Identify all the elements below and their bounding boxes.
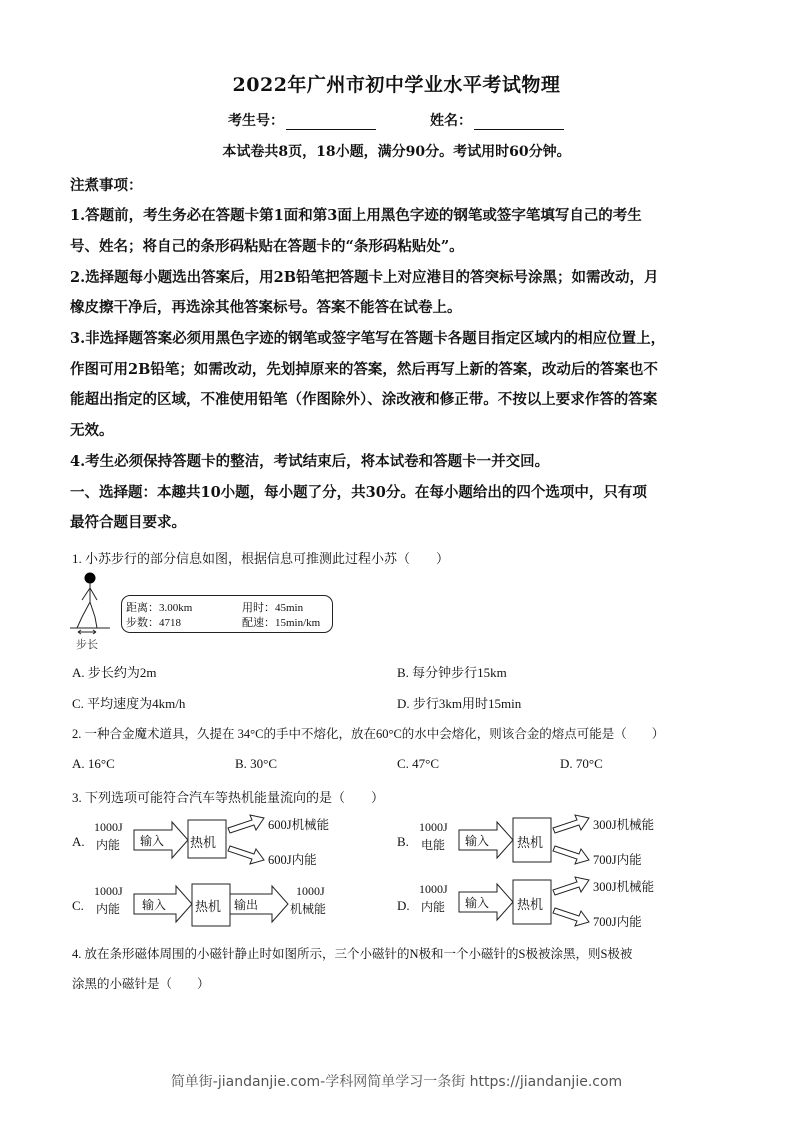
notice-line: 橡皮擦干净后，再选涂其他答案标号。答案不能答在试卷上。 (70, 299, 462, 316)
student-id-label: 考生号： (228, 113, 284, 129)
question-3-option-b[interactable] (397, 812, 697, 872)
input-amount: 1000J (94, 884, 123, 898)
output-1: 300J机械能 (593, 880, 655, 894)
walking-info-box (121, 595, 333, 633)
pace-value: 配速：15min/km (242, 617, 321, 629)
input-label: 输入 (465, 896, 490, 910)
notice-line: 3.非选择题答案必须用黑色字迹的钢笔或签字笔写在答题卡各题目指定区域内的相应位置上， (70, 330, 666, 347)
notice-line: 能超出指定的区域，不准使用铅笔（作图除外）、涂改液和修正带。不按以上要求作答的答案 (70, 391, 658, 408)
student-id-field (228, 110, 376, 130)
notice-line: 号、姓名；将自己的条形码粘贴在答题卡的“条形码粘贴处”。 (70, 238, 464, 255)
question-2-option-d[interactable]: D. 70°C (560, 756, 603, 771)
name-label: 姓名： (430, 113, 472, 129)
input-label: 输入 (465, 834, 490, 848)
question-2-option-b[interactable]: B. 30°C (235, 756, 278, 771)
section-heading: 一、选择题：本趣共10小题，每小题了分，共30分。在每小题给出的四个选项中，只有项 (70, 484, 647, 501)
footer-watermark: 简单街-jiandanjie.com-学科网简单学习一条街 https://jiandanjie.com (170, 1074, 623, 1090)
output-energy-type: 机械能 (290, 902, 327, 916)
option-letter: B. (397, 834, 409, 849)
output-1: 300J机械能 (593, 818, 655, 832)
heat-engine-label: 热机 (517, 835, 544, 850)
question-2-stem: 2. 一种合金魔术道具，久提在 34°C的手中不熔化，放在60°C的水中会熔化，则该合金的熔点可能是（ ） (72, 727, 665, 741)
time-value: 用时：45min (242, 602, 304, 614)
notice-line: 作图可用2B铅笔；如需改动，先划掉原来的答案，然后再写上新的答案，改动后的答案也不 (70, 361, 658, 378)
question-1-option-a[interactable]: A. 步长约为2m (72, 665, 157, 680)
exam-summary: 本试卷共8页，18小题，满分90分。考试用时60分钟。 (222, 144, 571, 160)
output-label: 输出 (234, 898, 259, 912)
output-amount: 1000J (296, 884, 325, 898)
input-amount: 1000J (419, 820, 448, 834)
question-1-option-b[interactable]: B. 每分钟步行15km (397, 665, 507, 680)
question-2-option-a[interactable]: A. 16°C (72, 756, 115, 771)
heat-engine-label: 热机 (517, 897, 544, 912)
heat-engine-label: 热机 (195, 899, 222, 914)
question-1-option-c[interactable]: C. 平均速度为4km/h (72, 696, 186, 711)
output-2: 700J内能 (593, 915, 642, 929)
question-1-option-d[interactable]: D. 步行3km用时15min (397, 696, 522, 711)
question-2-option-c[interactable]: C. 47°C (397, 756, 440, 771)
notice-line: 4.考生必须保持答题卡的整洁，考试结束后，将本试卷和答题卡一并交回。 (70, 453, 550, 470)
input-amount: 1000J (419, 882, 448, 896)
input-energy-type: 内能 (96, 902, 121, 916)
name-blank (474, 115, 564, 130)
notice-heading: 注煮事项： (70, 177, 143, 194)
input-energy-type: 电能 (421, 838, 446, 852)
question-3-option-c[interactable] (72, 878, 372, 934)
output-2: 700J内能 (593, 853, 642, 867)
page-title: 2022年广州市初中学业水平考试物理 (232, 74, 561, 96)
student-id-blank (286, 115, 376, 130)
question-3-option-d[interactable] (397, 874, 697, 934)
option-letter: A. (72, 834, 85, 849)
steps-value: 步数：4718 (126, 617, 181, 629)
input-label: 输入 (142, 898, 167, 912)
question-4-stem: 涂黑的小磁针是（ ） (72, 977, 210, 991)
output-2: 600J内能 (268, 853, 317, 867)
section-heading: 最符合题目要求。 (70, 514, 186, 531)
input-energy-type: 内能 (421, 900, 446, 914)
heat-engine-label: 热机 (190, 835, 217, 850)
name-field (430, 110, 564, 130)
step-length-label: 步长 (76, 638, 98, 651)
question-4-stem: 4. 放在条形磁体周围的小磁针静止时如图所示，三个小磁针的N极和一个小磁针的S极被涂黑，则S极被 (72, 947, 633, 961)
output-1: 600J机械能 (268, 818, 330, 832)
distance-value: 距离：3.00km (126, 602, 193, 614)
question-3-stem: 3. 下列选项可能符合汽车等热机能量流向的是（ ） (72, 790, 385, 805)
question-1-stem: 1. 小苏步行的部分信息如图，根据信息可推测此过程小苏（ ） (72, 551, 450, 566)
option-letter: C. (72, 898, 84, 913)
question-3-option-a[interactable] (72, 812, 372, 872)
notice-line: 1.答题前，考生务必在答题卡第1面和第3面上用黑色字迹的钢笔或签字笔填写自己的考生 (70, 207, 642, 224)
input-label: 输入 (140, 834, 165, 848)
option-letter: D. (397, 898, 410, 913)
notice-line: 无效。 (70, 422, 114, 439)
input-energy-type: 内能 (96, 838, 121, 852)
input-amount: 1000J (94, 820, 123, 834)
notice-line: 2.选择题每小题选出答案后，用2B铅笔把答题卡上对应港目的答突标号涂黑；如需改动，月 (70, 269, 659, 286)
